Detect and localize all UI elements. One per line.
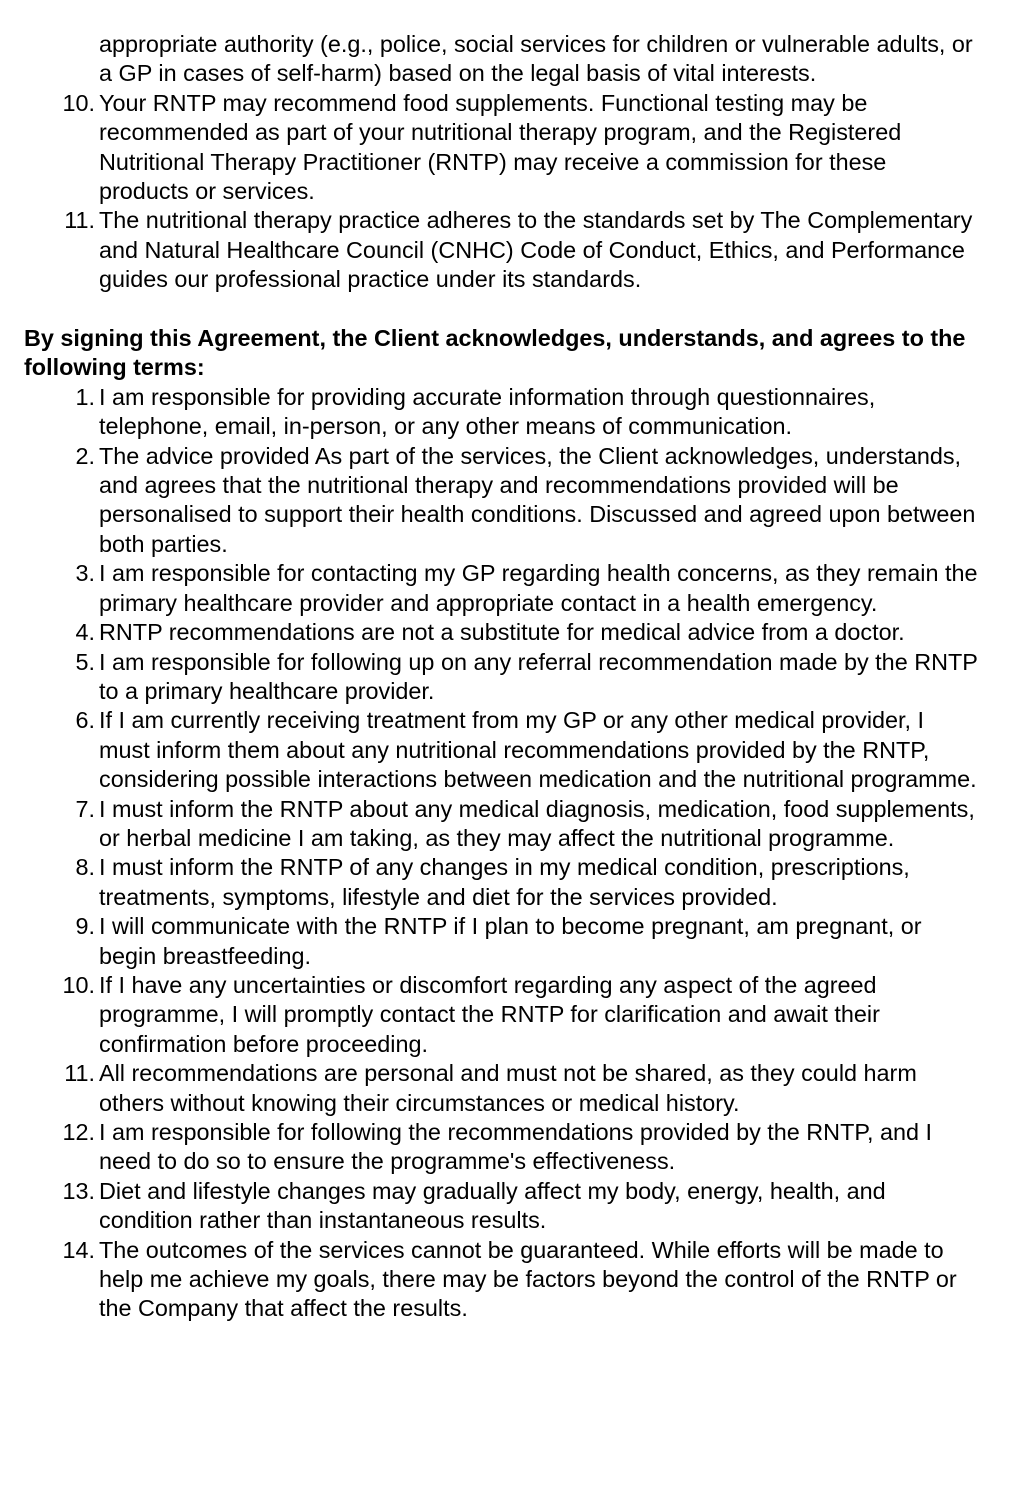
term-item — [0, 618, 1020, 647]
term-item — [0, 795, 1020, 854]
term-number: 14. — [62, 1236, 95, 1263]
term-number: 12. — [62, 1119, 95, 1146]
term-item — [0, 1236, 1020, 1324]
term-item — [0, 383, 1020, 442]
list-item-number: 11. — [64, 207, 95, 234]
term-item — [0, 648, 1020, 707]
term-number: 13. — [62, 1177, 95, 1204]
list-item-text: appropriate authority (e.g., police, social services for children or vulnerable adults, or a GP in cases of self-harm) based on the legal basis of vital interests. — [99, 31, 973, 87]
list-item-number: 10. — [62, 89, 95, 116]
term-text: I must inform the RNTP about any medical diagnosis, medication, food supplements, or herbal medicine I am taking, as they may affect the nutritional programme. — [99, 795, 975, 851]
term-number: 5. — [75, 648, 95, 675]
term-number: 7. — [75, 795, 95, 822]
list-item-text: The nutritional therapy practice adheres to the standards set by The Complementary and Natural Healthcare Council (CNHC) Code of Conduct, Ethics, and Performance guides our professional practice under its standards. — [99, 207, 973, 293]
agreement-heading: By signing this Agreement, the Client acknowledges, understands, and agrees to the following terms: — [24, 325, 966, 381]
term-number: 3. — [75, 560, 95, 587]
first-numbered-list — [0, 30, 1020, 295]
term-text: All recommendations are personal and must not be shared, as they could harm others without knowing their circumstances or medical history. — [99, 1060, 917, 1116]
term-text: The advice provided As part of the services, the Client acknowledges, understands, and agrees that the nutritional therapy and recommendations provided will be personalised to support their health conditions. Discussed and agreed upon between both parties. — [99, 442, 976, 557]
term-number: 1. — [75, 383, 95, 410]
term-item — [0, 706, 1020, 794]
term-text: If I have any uncertainties or discomfort regarding any aspect of the agreed programme, I will promptly contact the RNTP for clarification and await their confirmation before proceeding. — [99, 971, 880, 1057]
term-text: I must inform the RNTP of any changes in my medical condition, prescriptions, treatments, symptoms, lifestyle and diet for the services provided. — [99, 854, 910, 910]
document-page — [0, 30, 1020, 1324]
terms-list — [0, 383, 1020, 1324]
term-text: The outcomes of the services cannot be guaranteed. While efforts will be made to help me achieve my goals, there may be factors beyond the control of the RNTP or the Company that affect the results. — [99, 1236, 957, 1322]
term-number: 4. — [75, 619, 95, 646]
term-text: I am responsible for providing accurate information through questionnaires, telephone, email, in-person, or any other means of communication. — [99, 383, 876, 440]
list-item-continued — [0, 30, 1020, 89]
term-text: RNTP recommendations are not a substitute for medical advice from a doctor. — [99, 619, 905, 646]
term-text: If I am currently receiving treatment from my GP or any other medical provider, I must inform them about any nutritional recommendations provided by the RNTP, considering possible interactions between medication and the nutritional programme. — [99, 707, 977, 793]
term-text: Diet and lifestyle changes may gradually affect my body, energy, health, and condition rather than instantaneous results. — [99, 1177, 886, 1234]
term-number: 10. — [62, 971, 95, 998]
term-item — [0, 912, 1020, 971]
term-number: 2. — [75, 442, 95, 469]
term-text: I am responsible for following up on any referral recommendation made by the RNTP to a primary healthcare provider. — [99, 648, 978, 704]
term-item — [0, 442, 1020, 560]
term-number: 11. — [64, 1060, 95, 1087]
term-item — [0, 559, 1020, 618]
list-item — [0, 206, 1020, 294]
term-item — [0, 1177, 1020, 1236]
term-number: 9. — [75, 913, 95, 940]
term-text: I am responsible for contacting my GP regarding health concerns, as they remain the primary healthcare provider and appropriate contact in a health emergency. — [99, 560, 978, 616]
list-item — [0, 89, 1020, 207]
term-item — [0, 971, 1020, 1059]
term-text: I am responsible for following the recommendations provided by the RNTP, and I need to do so to ensure the programme's effectiveness. — [99, 1119, 932, 1175]
list-item-text: Your RNTP may recommend food supplements. Functional testing may be recommended as part of your nutritional therapy program, and the Registered Nutritional Therapy Practitioner (RNTP) may receive a commission for these products or services. — [99, 89, 902, 205]
term-item — [0, 1059, 1020, 1118]
term-item — [0, 853, 1020, 912]
term-number: 6. — [75, 707, 95, 734]
term-text: I will communicate with the RNTP if I plan to become pregnant, am pregnant, or begin breastfeeding. — [99, 913, 922, 969]
term-number: 8. — [75, 854, 95, 881]
term-item — [0, 1118, 1020, 1177]
